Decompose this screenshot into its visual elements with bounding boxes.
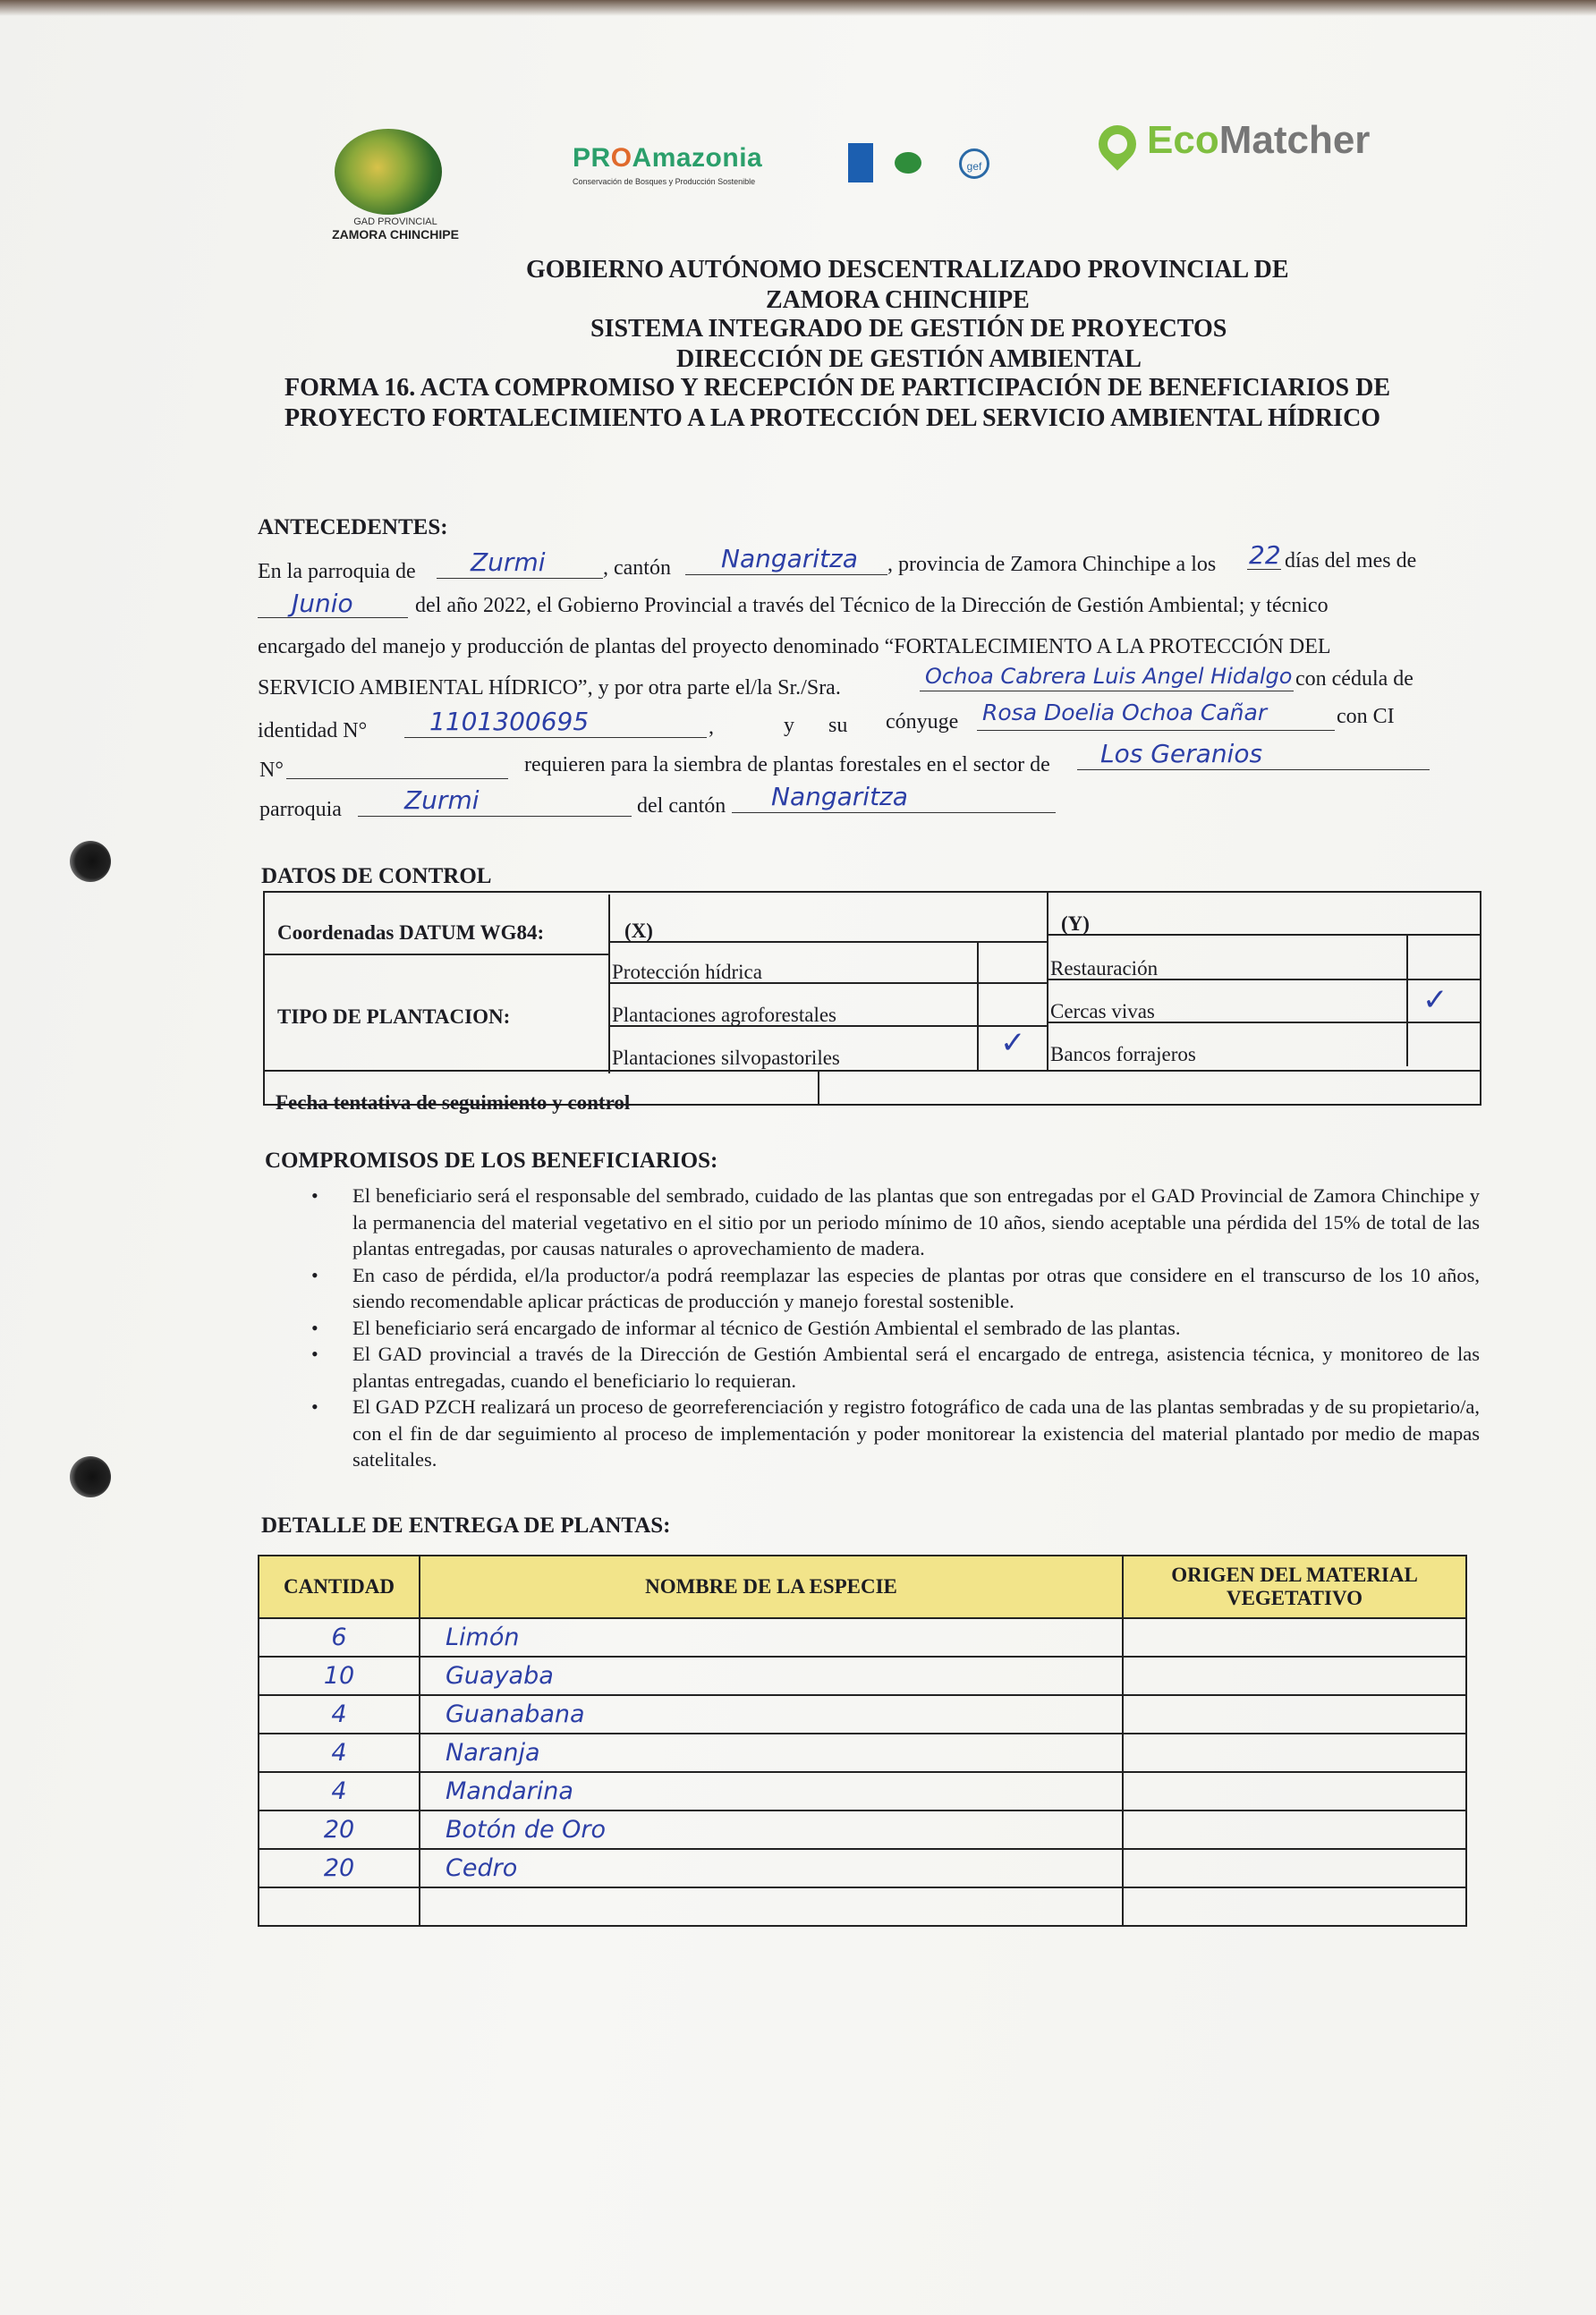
cantidad-cell: 20: [323, 1816, 355, 1844]
col-especie-header: NOMBRE DE LA ESPECIE: [420, 1556, 1123, 1618]
origen-cell[interactable]: [1123, 1734, 1466, 1772]
especie-cell: Guanabana: [446, 1700, 585, 1728]
antecedentes-heading: ANTECEDENTES:: [258, 515, 448, 539]
canton2-field[interactable]: Nangaritza: [771, 782, 908, 811]
plants-table: [258, 1555, 1467, 1927]
coords-label: Coordenadas DATUM WG84:: [277, 921, 545, 944]
especie-cell: Mandarina: [446, 1777, 573, 1805]
header-line-2: ZAMORA CHINCHIPE: [766, 286, 1030, 314]
option-cercas-vivas: Cercas vivas: [1050, 1000, 1155, 1022]
cantidad-cell: 6: [331, 1624, 347, 1651]
col-origen-header: ORIGEN DEL MATERIAL VEGETATIVO: [1123, 1556, 1466, 1618]
option-bancos-forrajeros: Bancos forrajeros: [1050, 1043, 1196, 1065]
form-title-line-1: FORMA 16. ACTA COMPROMISO Y RECEPCIÓN DE PARTICIPACIÓN DE BENEFICIARIOS DE: [284, 374, 1391, 402]
compromiso-item: • El beneficiario será encargado de informar al técnico de Gestión Ambiental el sembrado de las plantas.: [352, 1315, 1480, 1342]
origen-cell[interactable]: [1123, 1772, 1466, 1810]
origen-cell[interactable]: [1123, 1618, 1466, 1657]
table-row: [259, 1695, 1466, 1734]
table-row: [259, 1734, 1466, 1772]
table-row: [259, 1810, 1466, 1849]
detalle-entrega-heading: DETALLE DE ENTREGA DE PLANTAS:: [261, 1514, 671, 1538]
cedula-field[interactable]: 1101300695: [429, 707, 590, 736]
origen-cell[interactable]: [1123, 1695, 1466, 1734]
cantidad-cell: 20: [323, 1854, 355, 1882]
conyuge-name-field[interactable]: Rosa Doelia Ochoa Cañar: [982, 700, 1268, 725]
ministry-logo-icon: [895, 152, 921, 174]
compromiso-item: • El beneficiario será el responsable del sembrado, cuidado de las plantas que son entregadas por el GAD Provincial de Zamora Chinchipe y la permanencia del material vegetativo en el sitio por un periodo mínimo de 10 años, siendo aceptable una pérdida del 15% de total de las plantas entregadas, por causas naturales o aprovechamiento de madera.: [352, 1183, 1480, 1262]
compromisos-list: [304, 1183, 1480, 1473]
parroquia-field[interactable]: Zurmi: [471, 547, 546, 577]
option-proteccion-hidrica: Protección hídrica: [612, 961, 762, 983]
ecomatcher-logo: EcoMatcher: [1099, 118, 1439, 172]
option-restauracion: Restauración: [1050, 957, 1159, 979]
especie-cell: Limón: [446, 1624, 520, 1651]
origen-cell[interactable]: [1123, 1849, 1466, 1887]
mes-field[interactable]: Junio: [292, 589, 353, 618]
table-row: [259, 1849, 1466, 1887]
y-label: (Y): [1061, 912, 1090, 935]
compromiso-item: • En caso de pérdida, el/la productor/a podrá reemplazar las especies de plantas por otras que considere en el transcurso de los 10 años, siendo recomendable aplicar prácticas de producción y manejo forestal sostenible.: [352, 1262, 1480, 1315]
canton-field[interactable]: Nangaritza: [721, 544, 858, 573]
origen-cell[interactable]: [1123, 1887, 1466, 1926]
gad-emblem-icon: [335, 129, 442, 215]
datos-control-heading: DATOS DE CONTROL: [261, 864, 492, 888]
compromisos-heading: COMPROMISOS DE LOS BENEFICIARIOS:: [265, 1149, 718, 1173]
cantidad-cell: 4: [331, 1739, 347, 1767]
table-row: [259, 1657, 1466, 1695]
especie-cell: Cedro: [446, 1854, 518, 1882]
fecha-seguimiento-label: Fecha tentativa de seguimiento y control: [276, 1091, 631, 1114]
origen-cell[interactable]: [1123, 1810, 1466, 1849]
table-row: [259, 1772, 1466, 1810]
checkmark-icon[interactable]: ✓: [1422, 982, 1448, 1018]
especie-cell: Naranja: [446, 1739, 540, 1767]
undp-logo-icon: [848, 143, 873, 182]
beneficiario-name-field[interactable]: Ochoa Cabrera Luis Angel Hidalgo: [925, 664, 1293, 689]
x-label: (X): [624, 920, 653, 942]
option-plantaciones-agroforestales: Plantaciones agroforestales: [612, 1004, 836, 1026]
location-pin-icon: [1091, 117, 1143, 170]
parroquia2-field[interactable]: Zurmi: [404, 785, 480, 815]
compromiso-item: • El GAD PZCH realizará un proceso de georreferenciación y registro fotográfico de cada una de las plantas sembradas y de su propietario/a, con el fin de dar seguimiento al proceso de implementación y poder monitorear la existencia del material plantado por medio de mapas satelitales.: [352, 1394, 1480, 1473]
table-row: [259, 1887, 1466, 1926]
dia-field[interactable]: 22: [1249, 540, 1281, 570]
col-cantidad-header: CANTIDAD: [259, 1556, 420, 1618]
table-row: [259, 1618, 1466, 1657]
punch-hole-icon: [70, 841, 111, 882]
gef-logo: gef: [959, 148, 989, 179]
checkmark-icon[interactable]: ✓: [1000, 1025, 1026, 1061]
header-line-1: GOBIERNO AUTÓNOMO DESCENTRALIZADO PROVINCIAL DE: [526, 256, 1289, 284]
cantidad-cell: 10: [323, 1662, 355, 1690]
option-plantaciones-silvopastoriles: Plantaciones silvopastoriles: [612, 1047, 840, 1069]
cantidad-cell: 4: [331, 1700, 347, 1728]
especie-cell: Guayaba: [446, 1662, 554, 1690]
paper-top-edge: [0, 0, 1596, 16]
header-line-4: DIRECCIÓN DE GESTIÓN AMBIENTAL: [676, 345, 1142, 373]
cantidad-cell: 4: [331, 1777, 347, 1805]
origen-cell[interactable]: [1123, 1657, 1466, 1695]
sector-field[interactable]: Los Geranios: [1100, 739, 1263, 768]
tipo-plantacion-label: TIPO DE PLANTACION:: [277, 1005, 511, 1028]
document-page: GAD PROVINCIAL ZAMORA CHINCHIPE PROAmazonia Conservación de Bosques y Producción Sostenible gef EcoMatcher GOBIERNO AUTÓNOMO DESCENTRALIZADO PROVINCIAL DE ZAMORA CHINCHIPE SISTEMA INTEGRADO DE GESTIÓN DE PROYECTOS DIRECCIÓN DE GESTIÓN AMBIENTAL FORMA 16. ACTA COMPROMISO Y RECEPCIÓN DE PARTICIPACIÓN DE BENEFICIARIOS DE PROYECTO FORTALECIMIENTO A LA PROTECCIÓN DEL SERVICIO AMBIENTAL HÍDRICO ANTECEDENTES: En la parroquia de Zurmi , cantón Nangaritza , provincia de Zamora Chinchipe a los 22 días del mes de Junio del año 2022, el Gobierno Provincial a través del Técnico de la Dirección de Gestión Ambiental; y técnico encargado del manejo y producción de plantas del proyecto denominado “FORTALECIMIENTO A LA PROTECCIÓN DEL SERVICIO AMBIENTAL HÍDRICO”, y por otra parte el/la Sr./Sra. Ochoa Cabrera Luis Angel Hidalgo con cédula de identidad N° 1101300695 , y su cónyuge Rosa Doelia Ochoa Cañar con CI N° requieren para la siembra de plantas forestales en el sector de Los Geranios parroquia Zurmi del cantón Nangaritza DATOS DE CONTROL Coordenadas DATUM WG84: (X) (Y) TIPO DE PLANTACION: Protección hídrica Plantaciones agroforestales Plantaciones silvopastoriles Restauración Cercas vivas Bancos forrajeros ✓ ✓ Fecha tentativa de seguimiento y control COMPROMISOS DE LOS BENEFICIARIOS: • El beneficiario será el responsable del sembrado, cuidado de las plantas que son entregadas por el GAD Provincial de Zamora Chinchipe y la permanencia del material vegetativo en el sitio por un periodo mínimo de 10 años, siendo aceptable una pérdida del 15% de total de las plantas entregadas, por causas naturales o aprovechamiento de madera. • En caso de pérdida, el/la productor/a podrá reemplazar las especies de plantas por otras que considere en el transcurso de los 10 años, siendo recomendable aplicar prácticas de producción y manejo forestal sostenible. • El beneficiario será encargado de informar al técnico de Gestión Ambiental el sembrado de las plantas. • El GAD provincial a través de la Dirección de Gestión Ambiental será el encargado de entrega, asistencia técnica, y monitoreo de las plantas entregadas, cuando el beneficiario lo requieran. • El GAD PZCH realizará un proceso de georreferenciación y registro fotográfico de cada una de las plantas sembradas y de su propietario/a, con el fin de dar seguimiento al proceso de implementación y poder monitorear la existencia del material plantado por medio de mapas satelitales. DETALLE DE ENTREGA DE PLANTAS: CANTIDAD NOMBRE DE LA ESPECIE ORIGEN DEL MATERIAL VEGETATIVO 6 Limón 10 Guayaba 4 Guanabana 4 Naranja 4 Mandarina 20 Botón de Oro 20 Cedro: [0, 0, 1596, 2315]
proamazonia-logo: PROAmazonia Conservación de Bosques y Producción Sostenible: [573, 143, 763, 186]
punch-hole-icon: [70, 1456, 111, 1497]
especie-cell: Botón de Oro: [446, 1816, 607, 1844]
form-title-line-2: PROYECTO FORTALECIMIENTO A LA PROTECCIÓN DEL SERVICIO AMBIENTAL HÍDRICO: [284, 404, 1381, 432]
header-line-3: SISTEMA INTEGRADO DE GESTIÓN DE PROYECTOS: [590, 315, 1227, 343]
compromiso-item: • El GAD provincial a través de la Dirección de Gestión Ambiental será el encargado de entrega, asistencia técnica, y monitoreo de las plantas entregadas, cuando el beneficiario lo requieran.: [352, 1341, 1480, 1394]
gad-zamora-logo: GAD PROVINCIAL ZAMORA CHINCHIPE: [324, 123, 467, 240]
especie-cell: [420, 1893, 446, 1921]
